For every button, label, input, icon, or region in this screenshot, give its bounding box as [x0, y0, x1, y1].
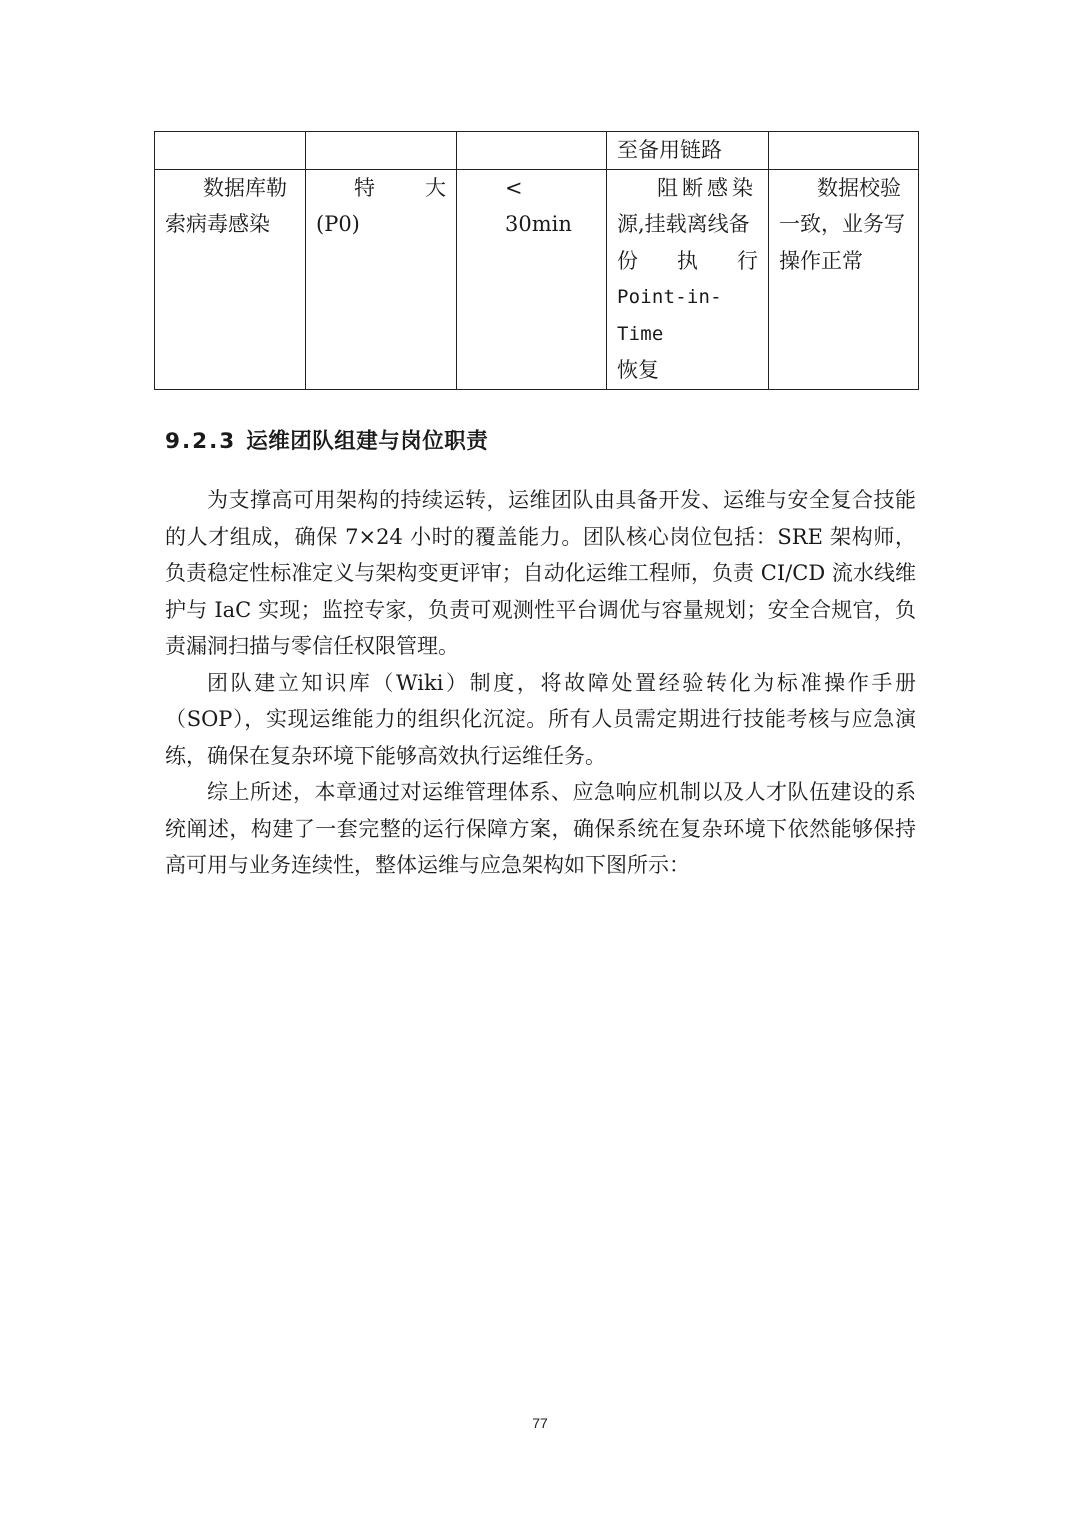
level-code: (P0): [316, 212, 360, 236]
criteria-line: 操作正常: [779, 248, 863, 273]
table-cell: 至备用链路: [607, 132, 769, 170]
table-cell: [457, 132, 607, 170]
action-char: 执: [677, 248, 698, 273]
level-cell: [306, 169, 457, 389]
table-row: [155, 132, 919, 170]
table-cell: [155, 132, 306, 170]
section-number: 9.2.3: [165, 429, 237, 454]
criteria-cell: [769, 169, 919, 389]
paragraph: 为支撑高可用架构的持续运转，运维团队由具备开发、运维与安全复合技能的人才组成，确保 7×24 小时的覆盖能力。团队核心岗位包括：SRE 架构师，负责稳定性标准定义与架构变更评审；自动化运维工程师，负责 CI/CD 流水线维护与 IaC 实现；监控专家，负责可观测性平台调优与容量规划；安全合规官，负责漏洞扫描与零信任权限管理。: [165, 488, 916, 658]
paragraph: 团队建立知识库（Wiki）制度，将故障处置经验转化为标准操作手册（SOP），实现运维能力的组织化沉淀。所有人员需定期进行技能考核与应急演练，确保在复杂环境下能够高效执行运维任务。: [165, 670, 916, 768]
rto-value: < 30min: [505, 175, 572, 236]
emergency-response-table: [154, 131, 919, 390]
scenario-line: 索病毒感染: [165, 212, 270, 236]
action-text: 阻断感染: [657, 175, 757, 200]
action-line: [617, 243, 758, 280]
rto-cell: [457, 169, 607, 389]
section-heading: [165, 424, 488, 455]
level-line: [316, 170, 446, 207]
action-char: 行: [737, 248, 758, 273]
action-line: 源,挂载离线备: [617, 212, 750, 236]
paragraph: 综上所述，本章通过对运维管理体系、应急响应机制以及人才队伍建设的系统阐述，构建了一套完整的运行保障方案，确保系统在复杂环境下依然能够保持高可用与业务连续性，整体运维与应急架构如下图所示：: [165, 780, 916, 877]
action-line: Point-in-Time: [617, 286, 722, 345]
action-cell: [607, 169, 769, 389]
criteria-line: 数据校验: [817, 175, 901, 200]
table-cell: [306, 132, 457, 170]
table-cell: [769, 132, 919, 170]
action-line: [617, 170, 758, 207]
table-row: [155, 169, 919, 389]
action-char: 份: [617, 248, 638, 273]
criteria-line: 一致，业务写: [779, 212, 905, 236]
scenario-cell: [155, 169, 306, 389]
level-char: 大: [425, 175, 446, 200]
level-char: 特: [354, 175, 375, 200]
section-title: 运维团队组建与岗位职责: [246, 429, 489, 454]
action-line: 恢复: [617, 358, 659, 382]
page-number: 77: [532, 1415, 548, 1431]
body-text: [165, 482, 916, 884]
scenario-line: 数据库勒: [203, 175, 287, 200]
